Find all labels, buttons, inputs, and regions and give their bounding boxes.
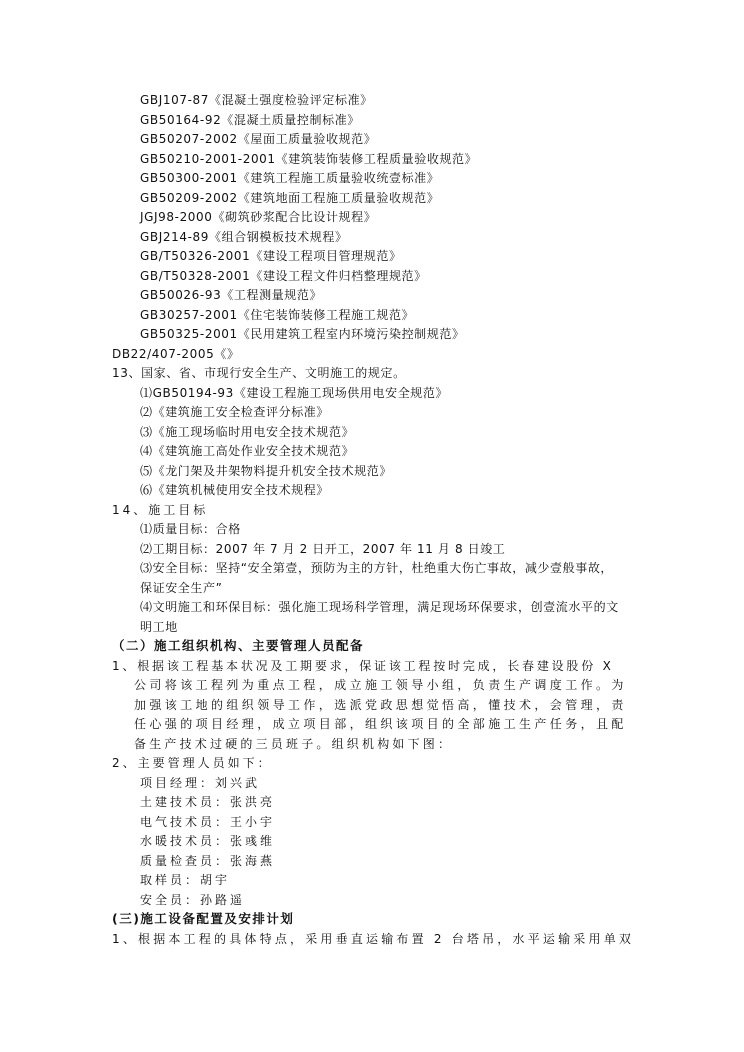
regulation-item: ⑸《龙门架及井架物料提升机安全技术规范》 <box>140 464 393 478</box>
goal-item: ⑷文明施工和环保目标：强化施工现场科学管理，满足现场环保要求，创壹流水平的文 <box>140 600 619 614</box>
standard-item: GB30257-2001《住宅装饰装修工程施工规范》 <box>140 308 415 322</box>
item13-title: 13、国家、省、市现行安全生产、文明施工的规定。 <box>112 366 406 380</box>
regulation-item: ⑴GB50194-93《建设工程施工现场供用电安全规范》 <box>140 386 449 400</box>
goal-item: ⑵工期目标：2007 年 7 月 2 日开工，2007 年 11 月 8 日竣工 <box>140 542 506 556</box>
goal-item-continued: 保证安全生产” <box>140 581 223 595</box>
standard-item: GB50325-2001《民用建筑工程室内环境污染控制规范》 <box>140 327 465 341</box>
standard-item: GB50164-92《混凝土质量控制标准》 <box>140 113 360 127</box>
paragraph-line: 1、根据该工程基本状况及工期要求，保证该工程按时完成，长春建设股份 X <box>112 659 614 673</box>
standard-item: GB50300-2001《建筑工程施工质量验收统壹标准》 <box>140 171 440 185</box>
staff-title: 2、主要管理人员如下： <box>112 756 273 770</box>
paragraph-line: 1、根据本工程的具体特点，采用垂直运输布置 2 台塔吊，水平运输采用单双 <box>112 932 635 946</box>
item14-title: 14、施工目标 <box>112 503 209 517</box>
staff-item: 安全员：孙路遥 <box>140 893 246 907</box>
standard-item: GB/T50326-2001《建设工程项目管理规范》 <box>140 249 402 263</box>
paragraph-line: 公司将该工程列为重点工程，成立施工领导小组，负责生产调度工作。为 <box>134 678 627 692</box>
db-standard-line: DB22/407-2005《》 <box>112 347 240 361</box>
staff-item: 土建技术员：张洪亮 <box>140 795 276 809</box>
standard-item: JGJ98-2000《砌筑砂浆配合比设计规程》 <box>140 210 377 224</box>
standard-item: GB50207-2002《屋面工质量验收规范》 <box>140 132 377 146</box>
paragraph-line: 备生产技术过硬的三员班子。组织机构如下图： <box>134 737 454 751</box>
staff-item: 项目经理：刘兴武 <box>140 776 261 790</box>
standard-item: GB50210-2001-2001《建筑装饰装修工程质量验收规范》 <box>140 152 478 166</box>
standard-item: GB50209-2002《建筑地面工程施工质量验收规范》 <box>140 191 440 205</box>
goal-item: ⑴质量目标：合格 <box>140 522 241 536</box>
staff-item: 电气技术员：王小宇 <box>140 815 276 829</box>
staff-item: 质量检查员：张海燕 <box>140 854 276 868</box>
standard-item: GB50026-93《工程测量规范》 <box>140 288 323 302</box>
standard-item: GBJ107-87《混凝土强度检验评定标准》 <box>140 93 373 107</box>
staff-item: 水暖技术员：张彧维 <box>140 834 276 848</box>
regulation-item: ⑶《施工现场临时用电安全技术规范》 <box>140 425 355 439</box>
section2-heading: （二）施工组织机构、主要管理人员配备 <box>112 638 365 653</box>
section3-heading: (三)施工设备配置及安排计划 <box>112 911 295 926</box>
goal-item-continued: 明工地 <box>140 620 178 634</box>
regulation-item: ⑹《建筑机械使用安全技术规程》 <box>140 483 330 497</box>
standard-item: GB/T50328-2001《建设工程文件归档整理规范》 <box>140 269 427 283</box>
staff-item: 取样员：胡宇 <box>140 873 231 887</box>
paragraph-line: 任心强的项目经理，成立项目部，组织该项目的全部施工生产任务，且配 <box>134 717 627 731</box>
goal-item: ⑶安全目标：坚持“安全第壹，预防为主的方针，杜绝重大伤亡事故，减少壹般事故， <box>140 561 614 575</box>
regulation-item: ⑵《建筑施工安全检查评分标准》 <box>140 405 330 419</box>
regulation-item: ⑷《建筑施工高处作业安全技术规范》 <box>140 444 355 458</box>
standard-item: GBJ214-89《组合钢模板技术规程》 <box>140 230 348 244</box>
paragraph-line: 加强该工地的组织领导工作，选派党政思想觉悟高，懂技术，会管理，责 <box>134 698 627 712</box>
